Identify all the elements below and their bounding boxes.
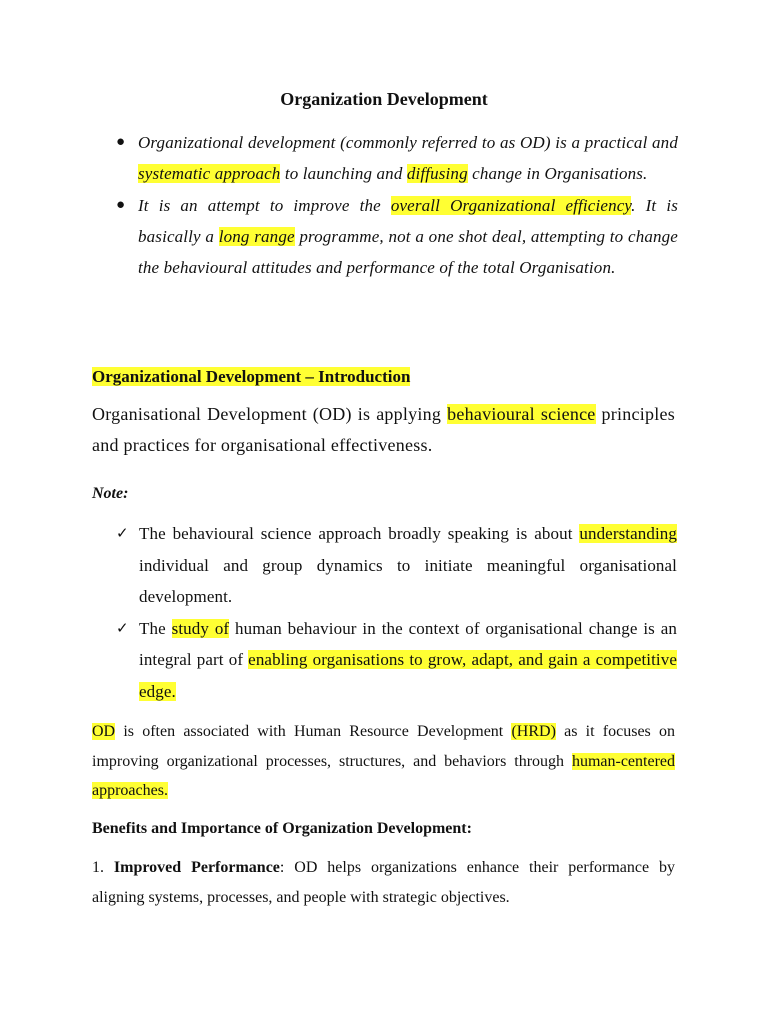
list-item: ✓ The study of human behaviour in the context of organisational change is an integral part of enabling organisations to grow, adapt, and gain a competitive edge. (112, 613, 677, 708)
highlight: study of (171, 618, 230, 638)
list-item: ✓ The behavioural science approach broadly speaking is about understanding individual and group dynamics to initiate meaningful organisational development. (112, 518, 677, 613)
list-item: ● Organizational development (commonly referred to as OD) is a practical and systematic approach to launching and diffusing change in Organisations. (108, 127, 678, 190)
item-label: Improved Performance (113, 859, 280, 876)
section-heading (92, 366, 410, 388)
highlight: overall Organizational efficiency (390, 195, 632, 215)
highlight: long range (218, 226, 295, 246)
note-label: Note: (92, 485, 129, 502)
highlight: Organizational Development – Introduction (92, 367, 411, 386)
highlight: enabling organisations to grow, adapt, and gain a competitive edge. (139, 650, 678, 701)
check-mark-icon: ✓ (116, 524, 129, 542)
highlight: systematic approach (138, 164, 281, 184)
benefits-heading: Benefits and Importance of Organization Development: (92, 820, 472, 837)
highlight: understanding (579, 524, 677, 543)
page-title: Organization Development (280, 89, 488, 109)
highlight: behavioural science (447, 404, 596, 424)
highlight: diffusing (406, 164, 468, 184)
list-item: ● It is an attempt to improve the overall Organizational efficiency. It is basically a long range programme, not a one shot deal, attempting to change the behavioural attitudes and performance of the total Organisation. (108, 190, 678, 284)
bullet-list (108, 127, 678, 283)
highlight: OD (92, 723, 116, 740)
bullet-dot-icon: ● (116, 196, 126, 213)
numbered-item: 1. Improved Performance: OD helps organizations enhance their performance by aligning systems, processes, and people with strategic objectives. (92, 859, 676, 906)
checklist (112, 518, 677, 707)
hrd-paragraph: OD is often associated with Human Resource Development (HRD) as it focuses on improving organizational processes, structures, and behaviors through human-centered approaches. (92, 723, 675, 799)
bullet-dot-icon: ● (116, 134, 126, 150)
check-mark-icon: ✓ (116, 618, 129, 637)
highlight: human-centered approaches. (92, 752, 675, 799)
intro-paragraph: Organisational Development (OD) is applying behavioural science principles and practices for organisational effectiveness. (92, 404, 675, 456)
highlight: (HRD) (511, 723, 556, 740)
